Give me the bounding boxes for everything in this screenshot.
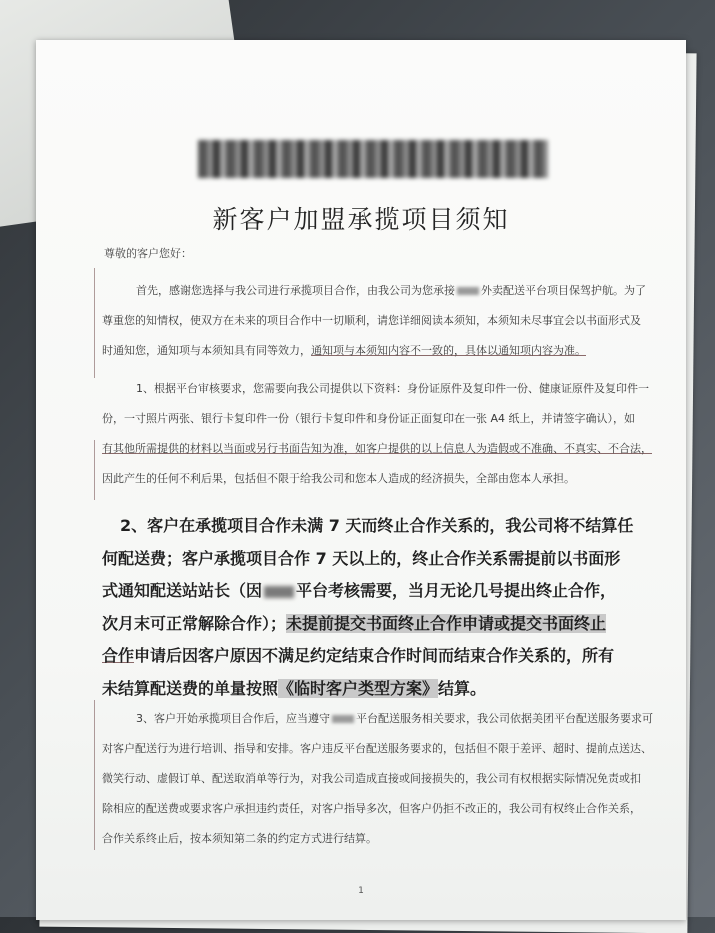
redaction-mark: [457, 287, 479, 295]
text-span: 平台考核需要，当月无论几号提出终止合作，: [296, 581, 617, 600]
section-2: [102, 510, 657, 705]
text-line: 何配送费；客户承揽项目合作 7 天以上的，终止合作关系需提前以书面形: [102, 548, 621, 568]
text-line: 尊重您的知情权，使双方在未来的项目合作中一切顺利，请您详细阅读本须知，本须知未尽事宜会以书面形式及: [102, 314, 641, 327]
text-span: 平台配送服务相关要求，我公司依据美团平台配送服务要求可: [356, 712, 653, 725]
text-span: 3、客户开始承揽项目合作后，应当遵守: [136, 712, 330, 725]
text-line: 2、客户在承揽项目合作未满 7 天而终止合作关系的，我公司将不结算任: [120, 516, 634, 535]
text-line: 合作关系终止后，按本须知第二条的约定方式进行结算。: [102, 832, 377, 845]
text-line: 对客户配送行为进行培训、指导和安排。客户违反平台配送服务要求的，包括但不限于差评、超时、提前点送达、: [102, 742, 652, 755]
text-line: 因此产生的任何不利后果，包括但不限于给我公司和您本人造成的经济损失，全部由您本人承担。: [102, 472, 575, 485]
document-page: [36, 40, 686, 920]
text-span: 结算。: [438, 678, 487, 698]
intro-paragraph: [102, 276, 657, 366]
text-span: 未结算配送费的单量按照: [102, 678, 279, 698]
pen-mark: [94, 700, 95, 850]
text-span: 申请后因客户原因不满足约定结束合作时间而结束合作关系的，所有: [134, 646, 615, 665]
text-span: 通知项与本须知内容不一致的，具体以通知项内容为准。: [311, 344, 586, 357]
text-line: 微笑行动、虚假订单、配送取消单等行为，对我公司造成直接或间接损失的，我公司有权根据实际情况免责或扣: [102, 772, 641, 785]
section-1: [102, 374, 657, 494]
redacted-company-name: [198, 140, 548, 178]
text-span: 时通知您，通知项与本须知具有同等效力，: [102, 344, 311, 357]
text-line: 除相应的配送费或要求客户承担违约责任，对客户指导多次，但客户仍拒不改正的，我公司有权终止合作关系，: [102, 802, 641, 815]
text-line: 1、根据平台审核要求，您需要向我公司提供以下资料：身份证原件及复印件一份、健康证原件及复印件一: [136, 382, 649, 395]
text-span: 合作: [102, 646, 135, 665]
text-line: 份，一寸照片两张、银行卡复印件一份（银行卡复印件和身份证正面复印在一张 A4 纸上，并请签字确认），如: [102, 412, 636, 425]
redaction-mark: [332, 715, 354, 723]
text-span: 未提前提交书面终止合作申请或提交书面终止: [286, 613, 607, 633]
section-3: [102, 704, 657, 854]
document-title: 新客户加盟承揽项目须知: [212, 205, 510, 234]
text-span: 次月末可正常解除合作）；: [102, 613, 287, 633]
pen-mark: [94, 440, 95, 500]
greeting: 尊敬的客户您好：: [104, 247, 192, 260]
text-span: 式通知配送站站长（因: [102, 581, 263, 600]
text-line: 有其他所需提供的材料以当面或另行书面告知为准，如客户提供的以上信息人为造假或不准确、不真实、不合法，: [102, 442, 652, 455]
page-number: 1: [358, 886, 364, 896]
text-span: 首先，感谢您选择与我公司进行承揽项目合作，由我公司为您承接: [136, 284, 455, 297]
redaction-mark: [264, 586, 294, 598]
pen-mark: [94, 268, 95, 378]
text-span: 《临时客户类型方案》: [278, 678, 439, 698]
text-span: 外卖配送平台项目保驾护航。为了: [481, 284, 646, 297]
